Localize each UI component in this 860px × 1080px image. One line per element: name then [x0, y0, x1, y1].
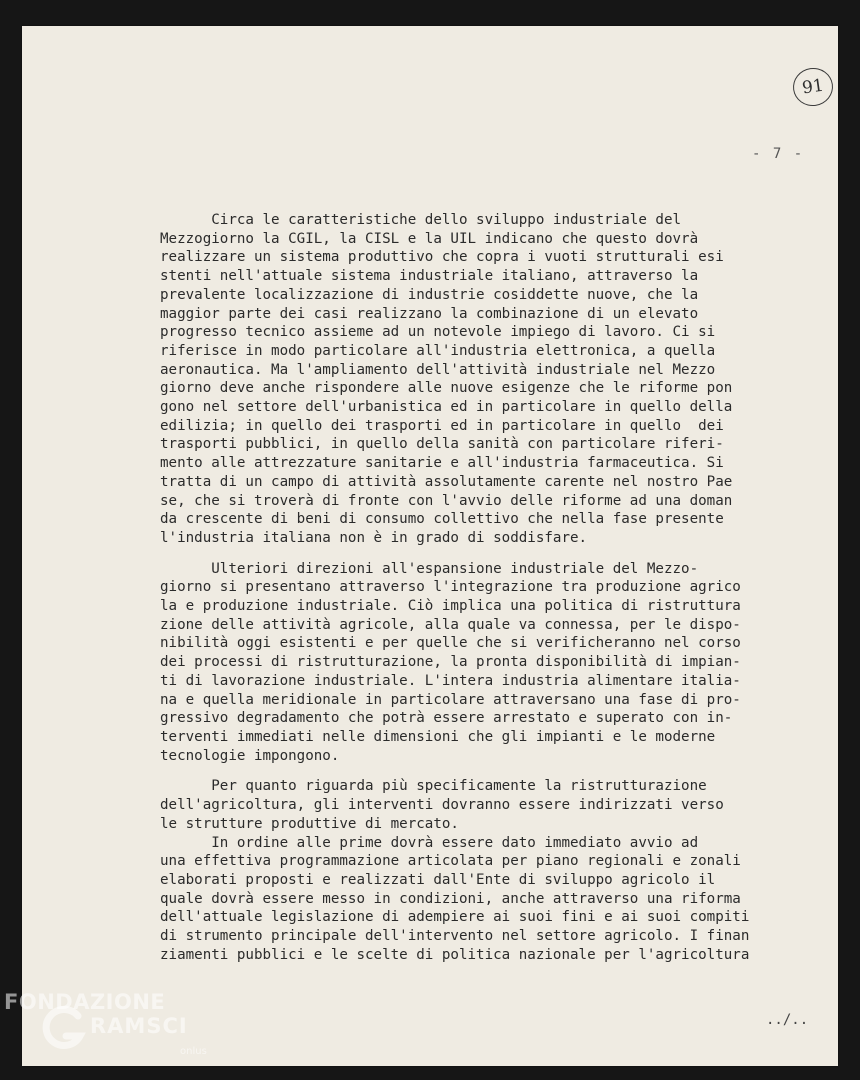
text-line: dell'attuale legislazione di adempiere ai suoi fini e ai suoi compiti	[160, 909, 750, 926]
text-line: progresso tecnico assieme ad un notevole impiego di lavoro. Ci si	[160, 324, 716, 341]
text-line: maggior parte dei casi realizzano la combinazione di un elevato	[160, 305, 699, 322]
document-page	[22, 26, 838, 1066]
text-line: di strumento principale dell'intervento nel settore agricolo. I finan	[160, 928, 750, 945]
text-line: dei processi di ristrutturazione, la pronta disponibilità di impian-	[160, 654, 741, 671]
typed-text-body	[160, 211, 820, 976]
text-line: dell'agricoltura, gli interventi dovranno essere indirizzati verso	[160, 797, 724, 814]
text-line: una effettiva programmazione articolata per piano regionali e zonali	[160, 853, 741, 870]
text-line: Circa le caratteristiche dello sviluppo industriale del	[160, 212, 682, 228]
paragraph-4	[160, 834, 820, 965]
text-line: se, che si troverà di fronte con l'avvio delle riforme ad una doman	[160, 492, 733, 509]
text-line: terventi immediati nelle dimensioni che gli impianti e le moderne	[160, 728, 716, 745]
text-line: Per quanto riguarda più specificamente la ristrutturazione	[160, 778, 707, 795]
text-line: da crescente di beni di consumo collettivo che nella fase presente	[160, 511, 724, 528]
text-line: gressivo degradamento che potrà essere arrestato e superato con in-	[160, 710, 733, 727]
text-line: tratta di un campo di attività assolutamente carente nel nostro Pae	[160, 473, 733, 490]
paragraph-2	[160, 560, 820, 766]
watermark-line-1: FONDAZIONE	[4, 990, 166, 1014]
text-line: l'industria italiana non è in grado di soddisfare.	[160, 529, 588, 546]
text-line: In ordine alle prime dovrà essere dato immediato avvio ad	[160, 834, 699, 851]
text-line: giorno si presentano attraverso l'integrazione tra produzione agrico	[160, 579, 741, 596]
text-line: gono nel settore dell'urbanistica ed in particolare in quello della	[160, 399, 733, 416]
paragraph-1	[160, 211, 820, 548]
text-line: le strutture produttive di mercato.	[160, 815, 459, 832]
text-line: stenti nell'attuale sistema industriale italiano, attraverso la	[160, 268, 699, 285]
watermark-line-2: RAMSCI	[90, 1014, 188, 1038]
text-line: aeronautica. Ma l'ampliamento dell'attività industriale nel Mezzo	[160, 361, 716, 378]
text-line: prevalente localizzazione di industrie cosiddette nuove, che la	[160, 286, 699, 303]
archive-number-stamp: 91	[791, 65, 836, 108]
text-line: tecnologie impongono.	[160, 747, 340, 764]
text-line: Ulteriori direzioni all'espansione industriale del Mezzo-	[160, 560, 699, 577]
continuation-mark: ../..	[766, 1012, 809, 1028]
text-line: zione delle attività agricole, alla quale va connessa, per le dispo-	[160, 616, 741, 633]
watermark-line-3: onlus	[180, 1046, 207, 1057]
paragraph-3	[160, 777, 820, 833]
text-line: Mezzogiorno la CGIL, la CISL e la UIL indicano che questo dovrà	[160, 230, 699, 247]
text-line: nibilità oggi esistenti e per quelle che si verificheranno nel corso	[160, 635, 741, 652]
page-number: - 7 -	[752, 146, 805, 162]
text-line: elaborati proposti e realizzati dall'Ente di sviluppo agricolo il	[160, 871, 716, 888]
text-line: ti di lavorazione industriale. L'intera industria alimentare italia-	[160, 672, 741, 689]
text-line: quale dovrà essere messo in condizioni, anche attraverso una riforma	[160, 890, 741, 907]
gramsci-g-logo-icon	[38, 1004, 88, 1054]
text-line: mento alle attrezzature sanitarie e all'industria farmaceutica. Si	[160, 455, 724, 472]
fondazione-gramsci-watermark	[4, 990, 214, 1070]
text-line: giorno deve anche rispondere alle nuove esigenze che le riforme pon	[160, 380, 733, 397]
text-line: trasporti pubblici, in quello della sanità con particolare riferi-	[160, 436, 724, 453]
text-line: ziamenti pubblici e le scelte di politica nazionale per l'agricoltura	[160, 946, 750, 963]
text-line: na e quella meridionale in particolare attraversano una fase di pro-	[160, 691, 741, 708]
text-line: edilizia; in quello dei trasporti ed in particolare in quello dei	[160, 417, 724, 434]
text-line: la e produzione industriale. Ciò implica una politica di ristruttura	[160, 598, 741, 615]
text-line: riferisce in modo particolare all'industria elettronica, a quella	[160, 342, 716, 359]
text-line: realizzare un sistema produttivo che copra i vuoti strutturali esi	[160, 249, 724, 266]
